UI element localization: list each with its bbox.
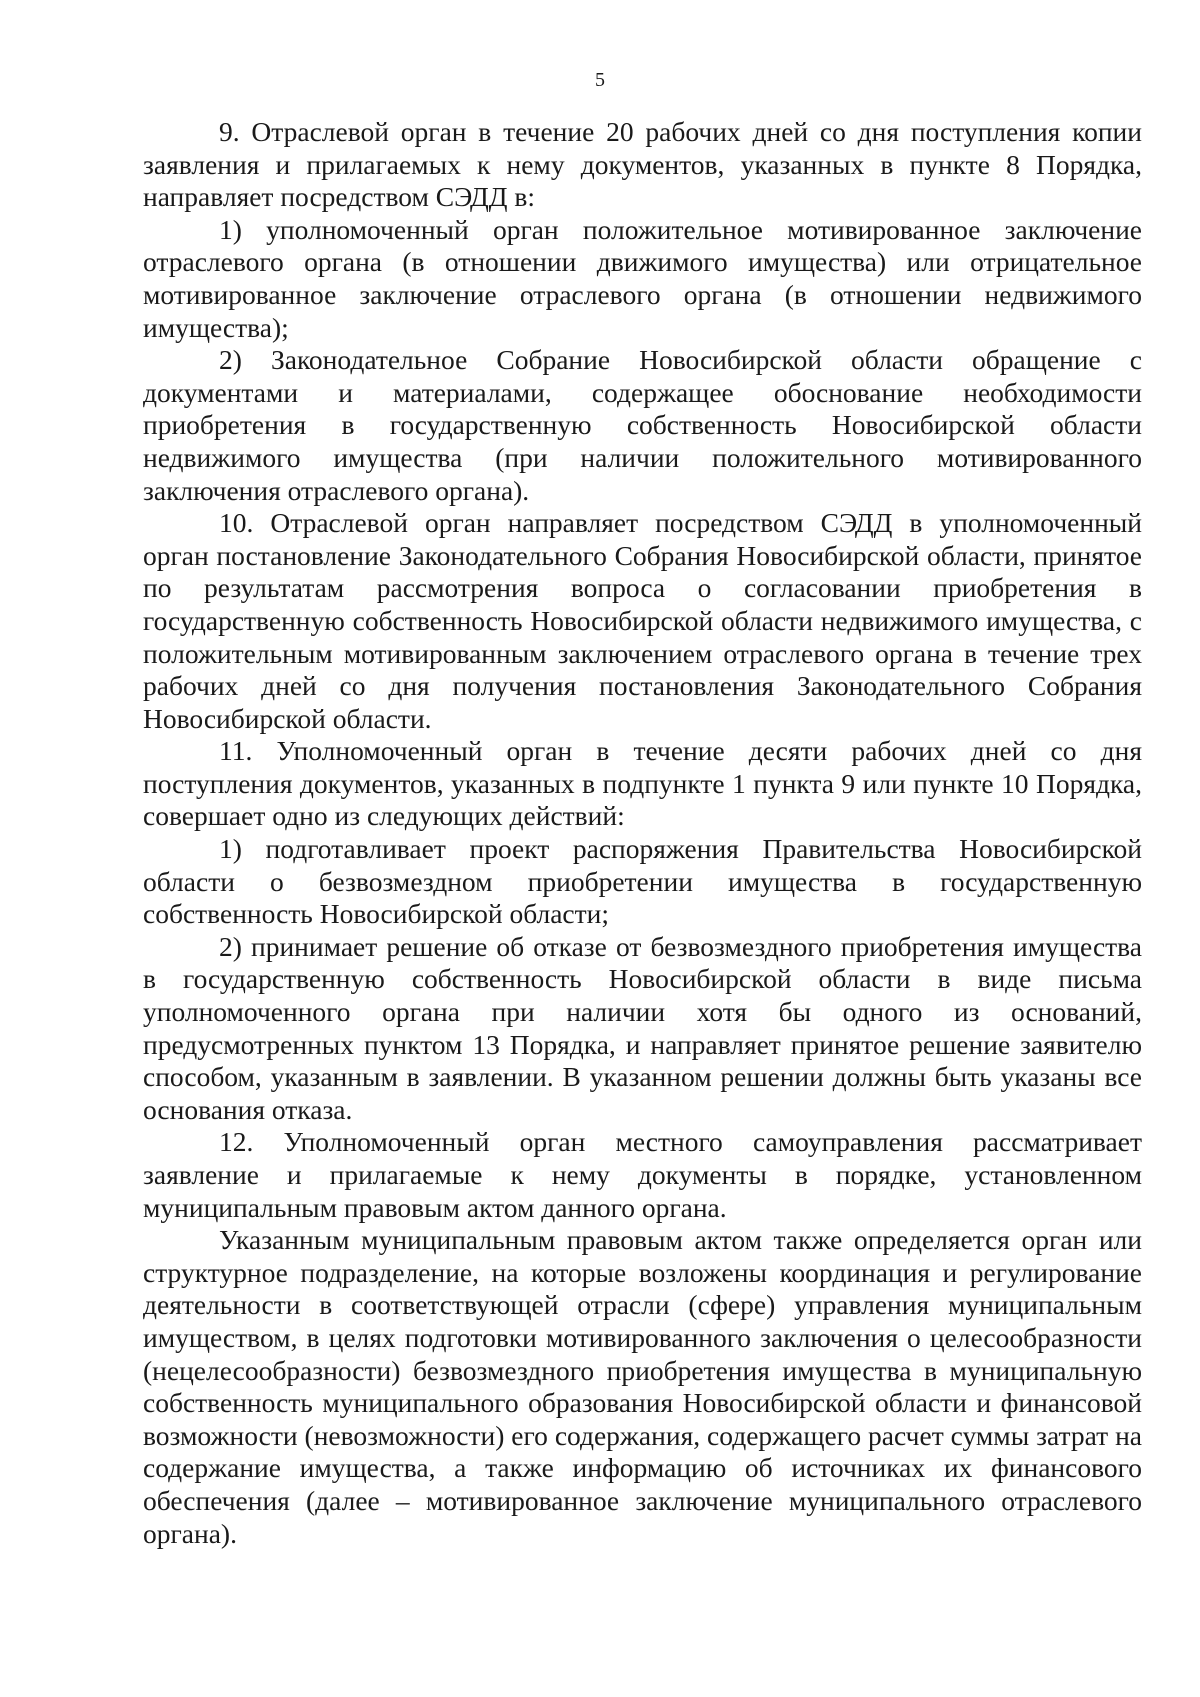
paragraph-9-item-1: 1) уполномоченный орган положительное мотивированное заключение отраслевого органа (в отношении движимого имущества) или отрицательное мотивированное заключение отраслевого органа (в отношении недвижимого имущества); [143, 213, 1142, 343]
document-body [143, 116, 1142, 1550]
paragraph-11-item-1: 1) подготавливает проект распоряжения Правительства Новосибирской области о безвозмездном приобретении имущества в государственную собственность Новосибирской области; [143, 833, 1142, 930]
paragraph-9: 9. Отраслевой орган в течение 20 рабочих дней со дня поступления копии заявления и прилагаемых к нему документов, указанных в пункте 8 Порядка, направляет посредством СЭДД в: [143, 116, 1142, 213]
paragraph-12-continuation: Указанным муниципальным правовым актом также определяется орган или структурное подразделение, на которые возложены координация и регулирование деятельности в соответствующей отрасли (сфере) управления муниципальным имуществом, в целях подготовки мотивированного заключения о целесообразности (нецелесообразности) безвозмездного приобретения имущества в муниципальную собственность муниципального образования Новосибирской области и финансовой возможности (невозможности) его содержания, содержащего расчет суммы затрат на содержание имущества, а также информацию об источниках их финансового обеспечения (далее – мотивированное заключение муниципального отраслевого органа). [143, 1224, 1142, 1549]
paragraph-10: 10. Отраслевой орган направляет посредством СЭДД в уполномоченный орган постановление Законодательного Собрания Новосибирской области, принятое по результатам рассмотрения вопроса о согласовании приобретения в государственную собственность Новосибирской области недвижимого имущества, с положительным мотивированным заключением отраслевого органа в течение трех рабочих дней со дня получения постановления Законодательного Собрания Новосибирской области. [143, 507, 1142, 734]
paragraph-12: 12. Уполномоченный орган местного самоуправления рассматривает заявление и прилагаемые к нему документы в порядке, установленном муниципальным правовым актом данного органа. [143, 1126, 1142, 1223]
page-number: 5 [595, 69, 605, 91]
paragraph-11: 11. Уполномоченный орган в течение десяти рабочих дней со дня поступления документов, указанных в подпункте 1 пункта 9 или пункте 10 Порядка, совершает одно из следующих действий: [143, 735, 1142, 832]
paragraph-9-item-2: 2) Законодательное Собрание Новосибирской области обращение с документами и материалами, содержащее обоснование необходимости приобретения в государственную собственность Новосибирской области недвижимого имущества (при наличии положительного мотивированного заключения отраслевого органа). [143, 344, 1142, 506]
paragraph-11-item-2: 2) принимает решение об отказе от безвозмездного приобретения имущества в государственную собственность Новосибирской области в виде письма уполномоченного органа при наличии хотя бы одного из оснований, предусмотренных пунктом 13 Порядка, и направляет принятое решение заявителю способом, указанным в заявлении. В указанном решении должны быть указаны все основания отказа. [143, 930, 1142, 1125]
